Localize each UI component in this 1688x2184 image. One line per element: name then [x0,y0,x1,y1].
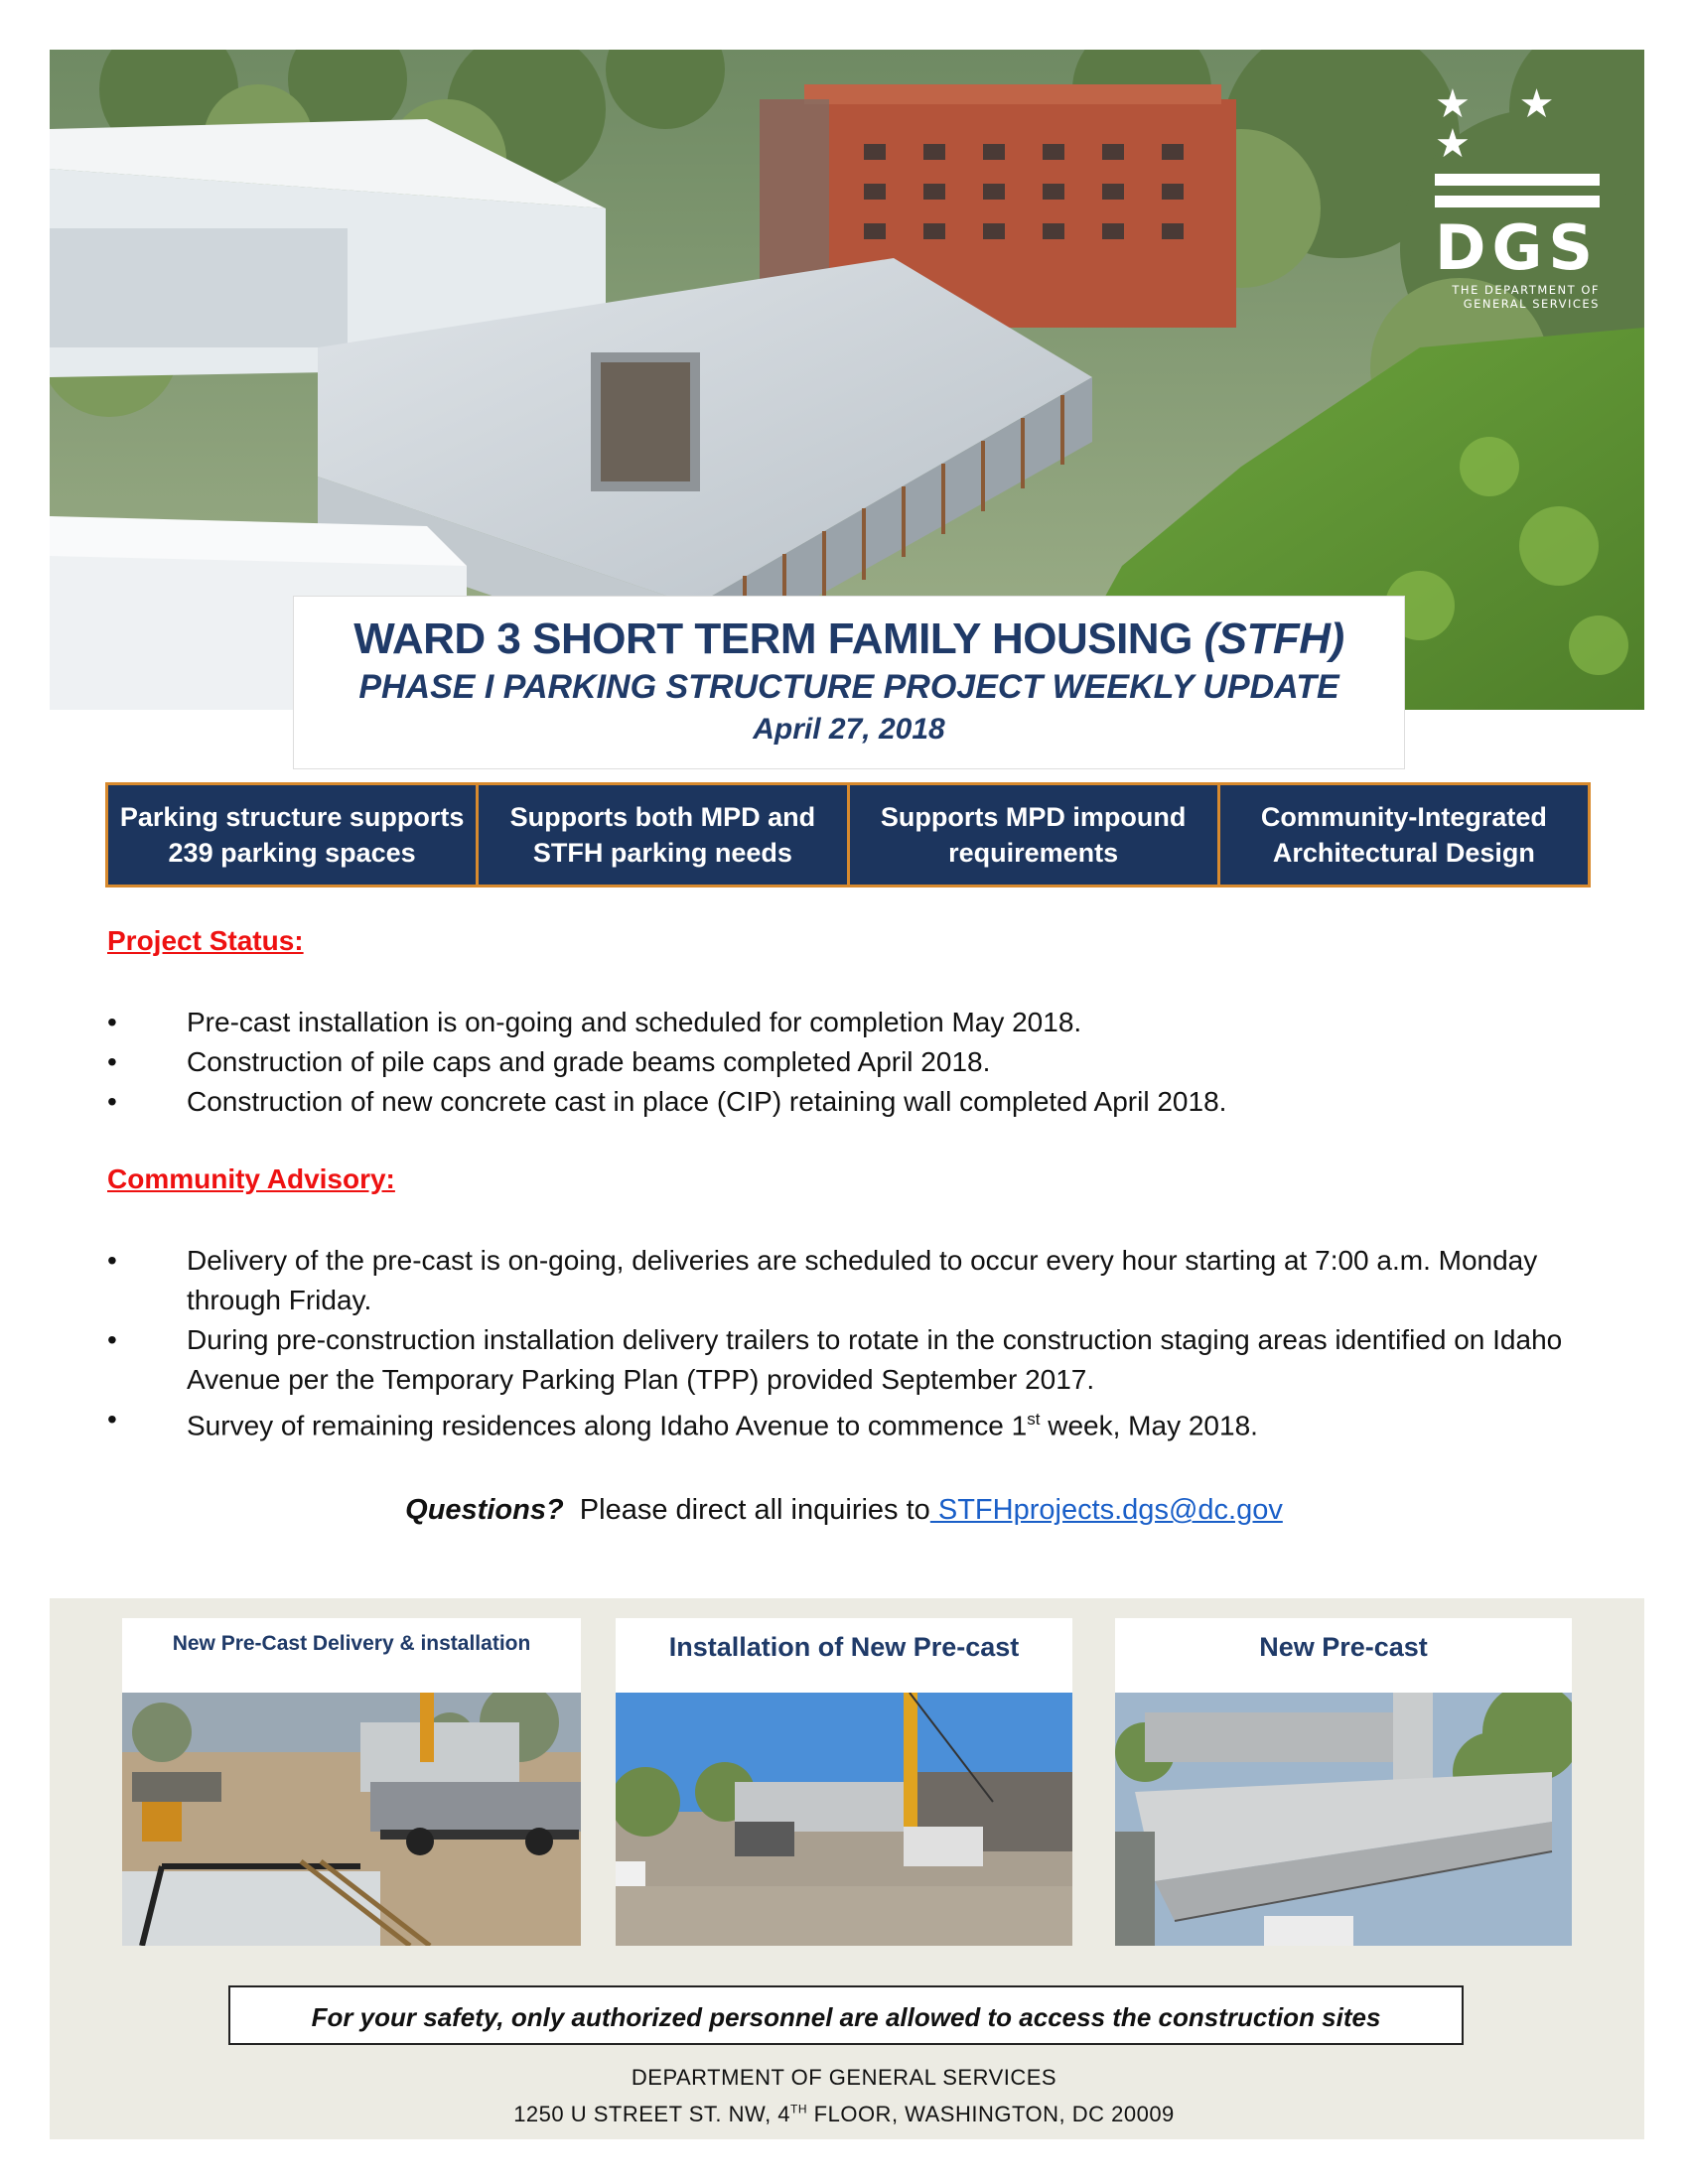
logo-subtitle-line2: GENERAL SERVICES [1463,297,1600,311]
installation-photo [616,1693,1072,1946]
page-title [294,614,1404,664]
list-item: • Pre-cast installation is on-going and scheduled for completion May 2018. [107,1003,1597,1042]
feature-mpd-impound: Supports MPD impound requirements [850,785,1217,885]
logo-bar [1435,196,1600,207]
bullet-icon: • [107,1404,117,1434]
project-status-heading: Project Status: [107,925,304,956]
photo-panel [50,1598,1644,2139]
community-advisory-list [107,1241,1597,1445]
delivery-photo [122,1693,581,1946]
feature-mpd-stfh: Supports both MPD and STFH parking needs [479,785,846,885]
logo-stars-icon: ★ ★ ★ [1435,81,1573,167]
bullet-icon: • [107,1046,117,1077]
feature-architectural-design: Community-Integrated Architectural Design [1220,785,1588,885]
page-subtitle: PHASE I PARKING STRUCTURE PROJECT WEEKLY UPDATE [358,668,1339,706]
footer-org: DEPARTMENT OF GENERAL SERVICES [631,2065,1057,2090]
features-bar [105,782,1591,887]
questions-line [0,1494,1688,1527]
bullet-icon: • [107,1007,117,1037]
list-item: • During pre-construction installation delivery trailers to rotate in the construction staging areas identified on Idaho Avenue per the Temporary Parking Plan (TPP) provided September 2017. [107,1320,1597,1400]
photo-caption: New Pre-cast [1259,1632,1428,1662]
list-item: • Construction of pile caps and grade beams completed April 2018. [107,1042,1597,1082]
list-item: • Delivery of the pre-cast is on-going, deliveries are scheduled to occur every hour starting at 7:00 a.m. Monday through Friday. [107,1241,1597,1320]
title-abbr: (STFH) [1203,614,1344,663]
logo-bar [1435,174,1600,186]
list-item: • Survey of remaining residences along Idaho Avenue to commence 1st week, May 2018. [107,1400,1597,1445]
list-item: • Construction of new concrete cast in place (CIP) retaining wall completed April 2018. [107,1082,1597,1122]
photo-caption: Installation of New Pre-cast [668,1632,1020,1662]
feature-parking-spaces: Parking structure supports 239 parking spaces [108,785,476,885]
bullet-icon: • [107,1245,117,1276]
logo-text: DGS [1435,211,1600,284]
page-date: April 27, 2018 [753,713,945,746]
safety-notice: For your safety, only authorized personnel are allowed to access the construction sites [228,1985,1464,2045]
logo-subtitle-line1: THE DEPARTMENT OF [1452,283,1600,297]
project-status-list [107,1003,1597,1122]
bullet-icon: • [107,1324,117,1355]
community-advisory-heading: Community Advisory: [107,1163,395,1194]
email-link[interactable]: STFHprojects.dgs@dc.gov [929,1494,1283,1526]
photo-caption: New Pre-Cast Delivery & installation [172,1632,531,1655]
questions-label: Questions? [405,1494,564,1526]
title-main: WARD 3 SHORT TERM FAMILY HOUSING [353,614,1204,663]
footer-address: 1250 U STREET ST. NW, 4TH FLOOR, WASHINGTON, DC 20009 [513,2102,1175,2126]
new-precast-photo [1115,1693,1572,1946]
photo-card-installation [616,1618,1072,1946]
questions-text: Please direct all inquiries to [563,1494,930,1526]
bullet-icon: • [107,1086,117,1117]
photo-card-new-precast [1115,1618,1572,1946]
title-box [293,596,1405,769]
dgs-logo [1435,81,1604,311]
photo-card-delivery [122,1618,581,1946]
